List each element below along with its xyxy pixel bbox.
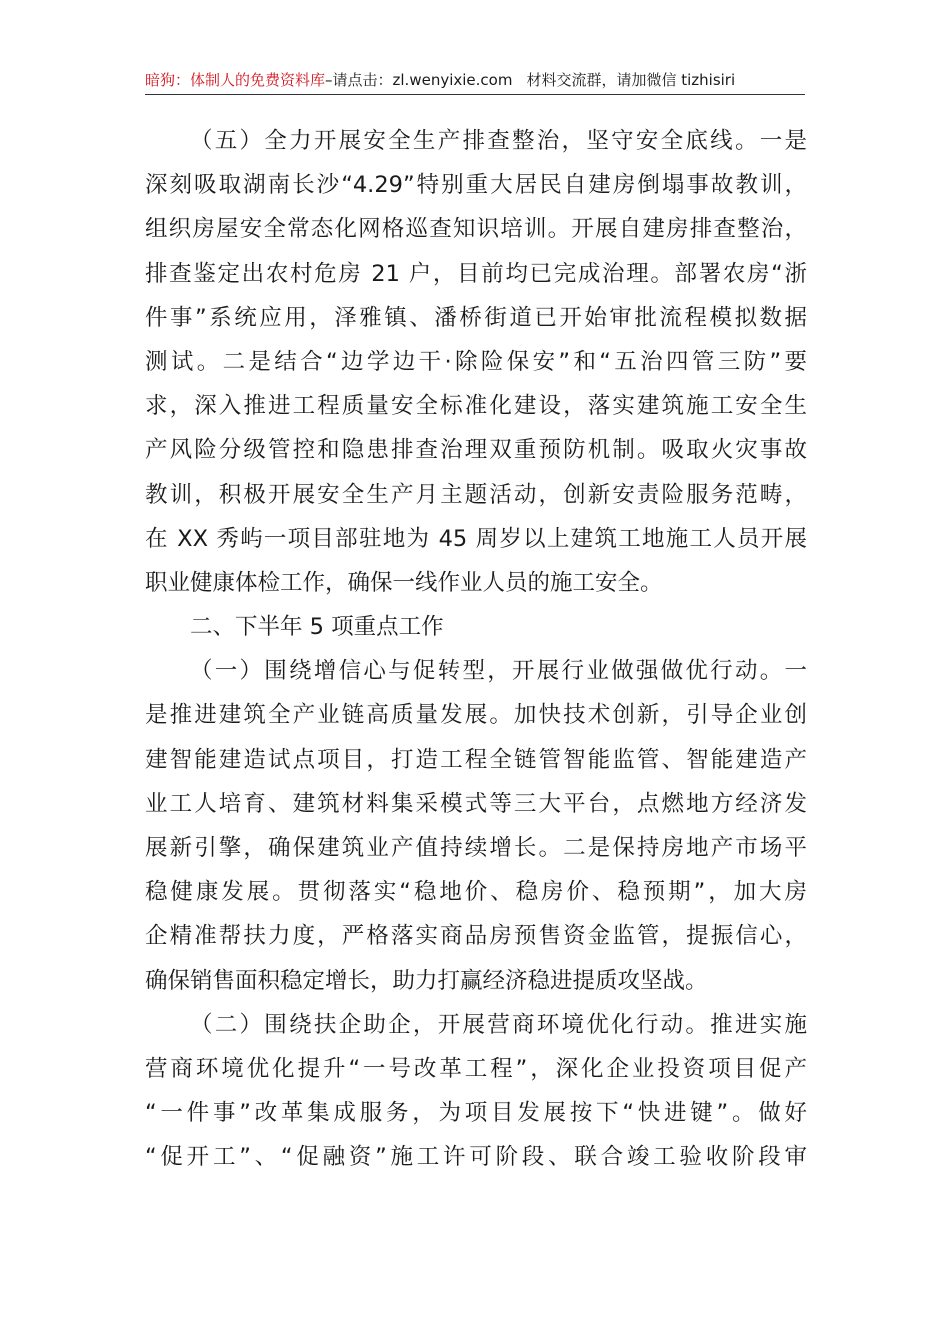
paragraph-first-line: （一）围绕增信心与促转型，开展行业做强做优行动。一	[190, 658, 807, 685]
paragraph-line: 业工人培育、建筑材料集采模式等三大平台，点燃地方经济发	[145, 790, 807, 817]
paragraph-line: 排查鉴定出农村危房 21 户，目前均已完成治理。部署农房“浙	[145, 260, 807, 287]
page-header	[145, 66, 805, 95]
paragraph-line: 稳健康发展。贯彻落实“稳地价、稳房价、稳预期”，加大房	[145, 879, 807, 906]
paragraph-line: 职业健康体检工作，确保一线作业人员的施工安全。	[145, 569, 663, 596]
paragraph-line: “促开工”、“促融资”施工许可阶段、联合竣工验收阶段审	[145, 1144, 807, 1171]
paragraph-line: “一件事”改革集成服务，为项目发展按下“快进键”。做好	[145, 1100, 807, 1127]
paragraph-first-line: （五）全力开展安全生产排查整治，坚守安全底线。一是	[190, 128, 807, 154]
paragraph-line: 深刻吸取湖南长沙“4.29”特别重大居民自建房倒塌事故教训，	[145, 172, 807, 199]
paragraph-line: 企精准帮扶力度，严格落实商品房预售资金监管，提振信心，	[145, 923, 807, 950]
paragraph-line: 在 XX 秀屿一项目部驻地为 45 周岁以上建筑工地施工人员开展	[145, 525, 807, 552]
paragraph-line: 营商环境优化提升“一号改革工程”，深化企业投资项目促产	[145, 1055, 807, 1082]
header-brand: 暗狗：体制人的免费资料库	[145, 71, 326, 89]
paragraph-line: 展新引擎，确保建筑业产值持续增长。二是保持房地产市场平	[145, 835, 807, 861]
header-contact: 材料交流群，请加微信 tizhisiri	[526, 71, 736, 89]
paragraph-first-line: （二）围绕扶企助企，开展营商环境优化行动。推进实施	[190, 1011, 807, 1038]
paragraph-line: 测试。二是结合“边学边干·除险保安”和“五治四管三防”要	[145, 348, 807, 375]
header-link[interactable]: –请点击：zl.wenyixie.com	[325, 71, 513, 89]
paragraph-first-line: 二、下半年 5 项重点工作	[190, 614, 444, 641]
paragraph-line: 产风险分级管控和隐患排查治理双重预防机制。吸取火灾事故	[145, 437, 807, 464]
paragraph-line: 求，深入推进工程质量安全标准化建设，落实建筑施工安全生	[145, 393, 807, 420]
paragraph-line: 组织房屋安全常态化网格巡查知识培训。开展自建房排查整治，	[145, 216, 807, 243]
paragraph-line: 确保销售面积稳定增长，助力打赢经济稳进提质攻坚战。	[145, 967, 708, 994]
document-body	[145, 119, 807, 1180]
paragraph-line: 教训，积极开展安全生产月主题活动，创新安责险服务范畴，	[145, 481, 807, 508]
paragraph-line: 件事”系统应用，泽雅镇、潘桥街道已开始审批流程模拟数据	[145, 304, 807, 331]
paragraph-line: 是推进建筑全产业链高质量发展。加快技术创新，引导企业创	[145, 702, 807, 729]
paragraph-line: 建智能建造试点项目，打造工程全链管智能监管、智能建造产	[145, 746, 807, 773]
